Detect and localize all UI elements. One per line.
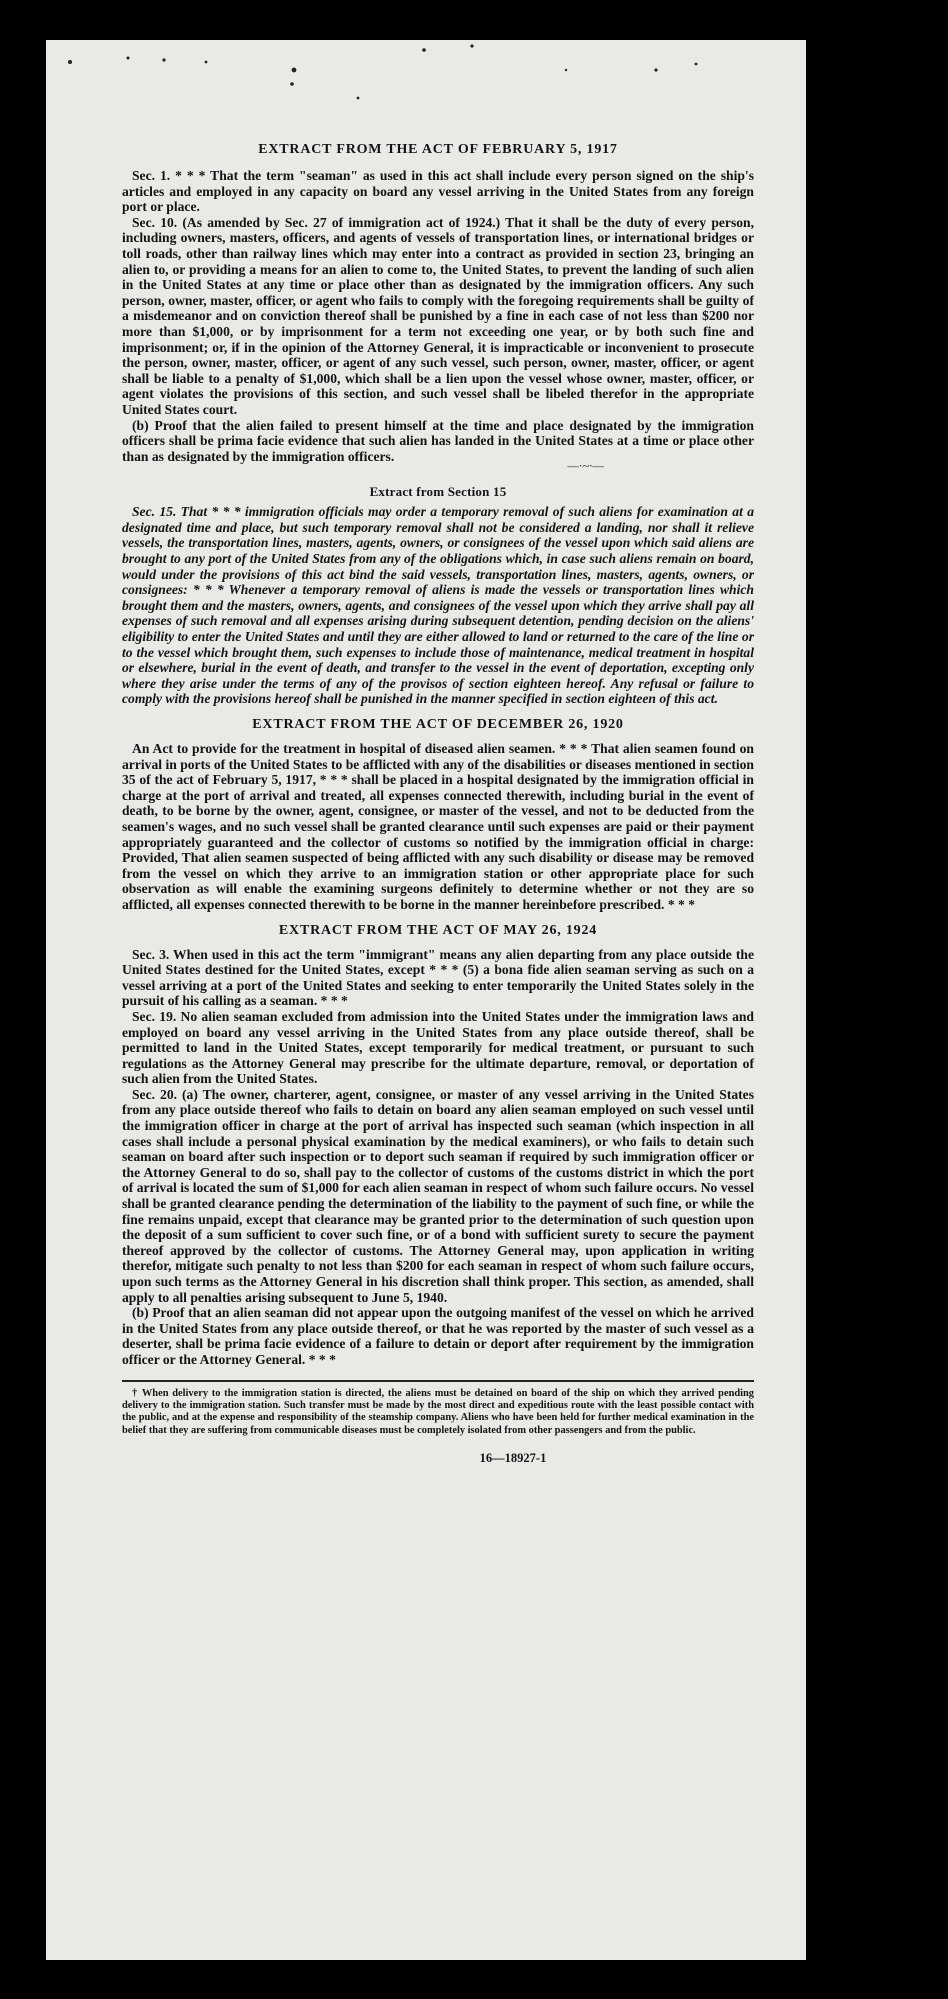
para-1924-sec20: Sec. 20. (a) The owner, charterer, agent, consignee, or master of any vessel arriving in the United States from any place outside thereof who fails to detain on board any alien seaman employed on such vessel until the immigration officer in charge at the port of arrival has inspected such seaman (which inspection in all cases shall include a personal physical examination by the medical examiners), or who fails to detain such seaman on board after such inspection or to deport such seaman if required by such immigration officer or the Attorney General to do so, shall pay to the collector of customs of the customs district in which the port of arrival is located the sum of $1,000 for each alien seaman in respect of whom such failure occurs. No vessel shall be granted clearance pending the determination of the liability to the payment of such fine, or while the fine remains unpaid, except that clearance may be granted prior to the determination of such question upon the deposit of a sum sufficient to cover such fine, or of a bond with sufficient surety to secure the payment thereof approved by the collector of customs. The Attorney General may, upon application in writing therefor, mitigate such penalty to not less than $200 for each seaman in respect of whom such failure occurs, upon such terms as the Attorney General in his discretion shall think proper. This section, as amended, shall apply to all penalties arising subsequent to June 5, 1940. [122,1086,754,1305]
para-1924-sec3: Sec. 3. When used in this act the term "immigrant" means any alien departing from any place outside the United States destined for the United States, except * * * (5) a bona fide alien seaman serving as such on a vessel arriving at a port of the United States and seeking to enter temporarily the United States solely in the pursuit of his calling as a seaman. * * * [122,946,754,1009]
para-1920: An Act to provide for the treatment in hospital of diseased alien seamen. * * * That alien seamen found on arrival in ports of the United States to be afflicted with any of the disabilities or diseases mentioned in section 35 of the act of February 5, 1917, * * * shall be placed in a hospital designated by the immigration official in charge at the port of arrival and treated, all expenses connected therewith, including burial in the event of death, to be borne by the owner, agent, consignee, or master of the vessel, and not to be deducted from the seamen's wages, and no such vessel shall be granted clearance until such expenses are paid or their payment appropriately guaranteed and the collector of customs so notified by the immigration official in charge: Provided, That alien seamen suspected of being afflicted with any such disability or disease may be removed from the vessel on which they arrive to an immigration station or other appropriate place for such observation as will enable the examining surgeons definitely to determine whether or not they are so afflicted, all expenses connected therewith to be borne in the manner hereinbefore prescribed. * * * [122,741,754,912]
para-1917-b: (b) Proof that the alien failed to present himself at the time and place designated by the immigration officers shall be prima facie evidence that such alien has landed in the United States at a time or place other than as designated by the immigration officers. [122,417,754,464]
handwritten-mark: —·~·— [567,458,604,474]
para-1917-sec10: Sec. 10. (As amended by Sec. 27 of immigration act of 1924.) That it shall be the duty of every person, including owners, masters, officers, and agents of vessels of transportation lines, or international bridges or toll roads, other than railway lines which may enter into a contract as provided in section 23, bringing an alien to, or providing a means for an alien to come to, the United States, to prevent the landing of such alien in the United States at any time or place other than as designated by the immigration officers. Any such person, owner, master, officer, or agent who fails to comply with the foregoing requirements shall be guilty of a misdemeanor and on conviction thereof shall be punished by a fine in each case of not less than $200 nor more than $1,000, or by imprisonment for a term not exceeding one year, or by both such fine and imprisonment; or, if in the opinion of the Attorney General, it is impracticable or inconvenient to prosecute the person, owner, master, officer, or agent of any such vessel, such person, owner, master, officer, or agent shall be liable to a penalty of $1,000, which shall be a lien upon the vessel whose owner, master, officer, or agent violates the provisions of this section, and such vessel shall be libeled therefor in the appropriate United States court. [122,214,754,417]
para-1924-b: (b) Proof that an alien seaman did not appear upon the outgoing manifest of the vessel on which he arrived in the United States from any place outside thereof, or that he was reported by the master of such vessel as a deserter, shall be prima facie evidence of a failure to detain or deport after requirement by the immigration officer or the Attorney General. * * * [122,1305,754,1367]
form-code: 16—18927-1 [479,1451,547,1466]
heading-act-1924: EXTRACT FROM THE ACT OF MAY 26, 1924 [278,922,598,938]
para-1924-sec19: Sec. 19. No alien seaman excluded from admission into the United States under the immigration laws and employed on board any vessel arriving in the United States from any place outside thereof, shall be permitted to land in the United States, except temporarily for medical treatment, or pursuant to such regulations as the Attorney General may prescribe for the ultimate departure, removal, or deportation of such alien from the United States. [122,1008,754,1087]
footnote-divider [122,1380,754,1382]
footnote: † When delivery to the immigration station is directed, the aliens must be detained on board of the ship on which they arrived pending delivery to the immigration station. Such transfer must be made by the most direct and expeditious route with the least possible contact with the public, and at the expense and responsibility of the steamship company. Aliens who have been held for further medical examination in the belief that they are suffering from communicable diseases must be completely isolated from other passengers and from the public. [122,1387,754,1436]
para-1917-sec1: Sec. 1. * * * That the term "seaman" as used in this act shall include every person signed on the ship's articles and employed in any capacity on board any vessel arriving in the United States from any foreign port or place. [122,168,754,215]
subheading-sec15: Extract from Section 15 [369,484,507,500]
scan-specks [46,40,806,160]
heading-act-1917: EXTRACT FROM THE ACT OF FEBRUARY 5, 1917 [258,142,618,157]
heading-act-1920: EXTRACT FROM THE ACT OF DECEMBER 26, 1920 [252,717,624,732]
para-sec15: Sec. 15. That * * * immigration officials may order a temporary removal of such aliens for examination at a designated time and place, but such temporary removal shall not be considered a landing, nor shall it relieve vessels, the transportation lines, masters, agents, owners, or consignees of the vessel upon which said aliens are brought to any port of the United States from any of the obligations which, in case such aliens remain on board, would under the provisions of this act bind the said vessels, transportation lines, masters, agents, owners, or consignees: * * * Whenever a temporary removal of aliens is made the vessels or transportation lines which brought them and the masters, owners, agents, and consignees of the vessel upon which they arrive shall pay all expenses of such removal and all expenses arising during subsequent detention, pending decision on the aliens' eligibility to enter the United States and until they are either allowed to land or returned to the care of the line or to the vessel which brought them, such expenses to include those of maintenance, medical treatment in hospital or elsewhere, burial in the event of death, and transfer to the vessel in the event of deportation, excepting only where they arise under the terms of any of the provisos of section eighteen hereof. Any refusal or failure to comply with the provisions hereof shall be punished in the manner specified in section eighteen of this act. [122,504,754,707]
document-page [46,40,806,1960]
